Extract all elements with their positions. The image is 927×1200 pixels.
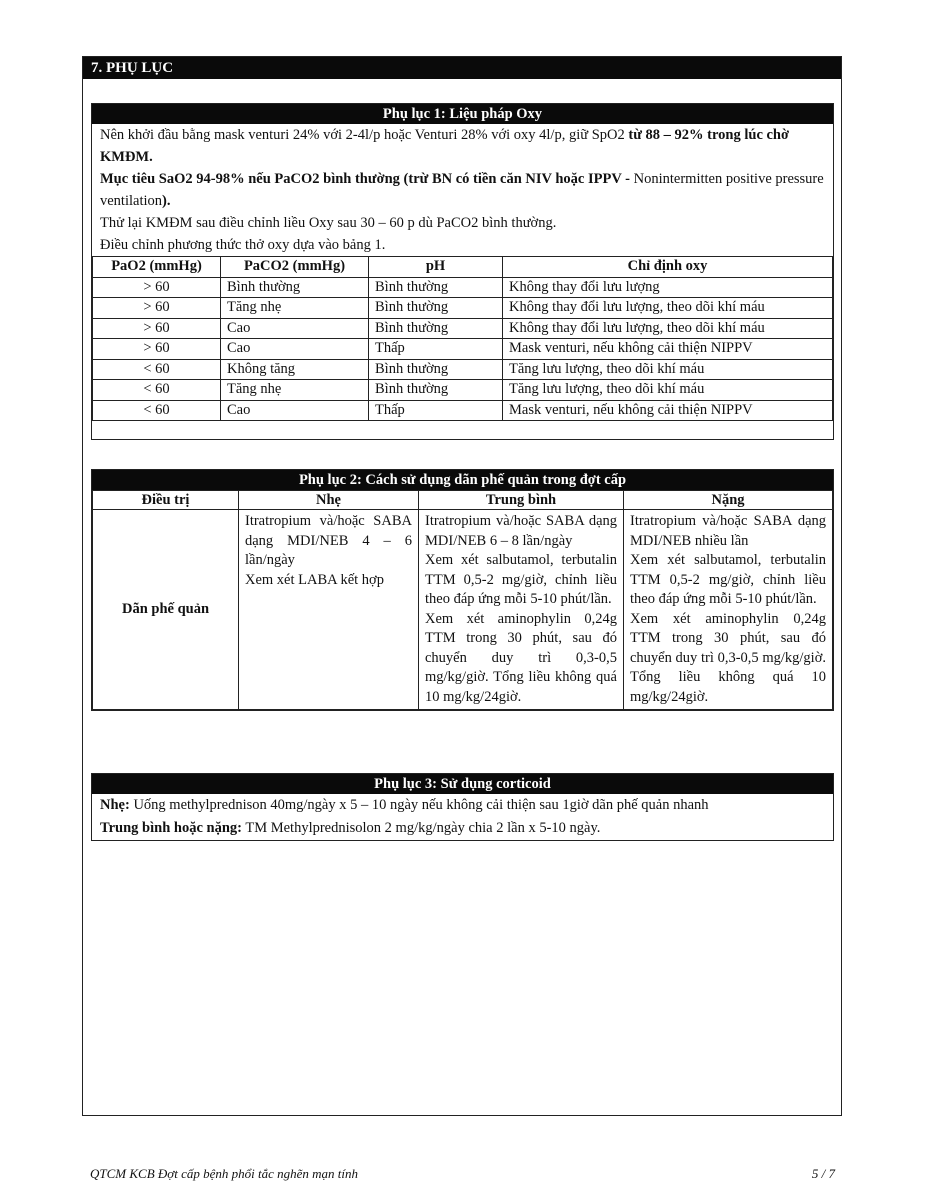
col-header-ph: pH (369, 257, 503, 278)
indication-cell: Không thay đổi lưu lượng (503, 277, 833, 298)
col-header-pao2: PaO2 (mmHg) (93, 257, 221, 278)
ph-cell: Bình thường (369, 380, 503, 401)
indication-cell: Mask venturi, nếu không cải thiện NIPPV (503, 400, 833, 421)
severe-line: Itratropium và/hoặc SABA dạng MDI/NEB nhiều lần (630, 513, 826, 549)
indication-cell: Mask venturi, nếu không cải thiện NIPPV (503, 339, 833, 360)
bronchodilator-table (92, 490, 833, 710)
row-label-bronchodilator: Dãn phế quản (93, 510, 239, 710)
section-title: 7. PHỤ LỤC (83, 57, 841, 79)
mild-cell (239, 510, 419, 710)
spacer-cell (93, 421, 833, 440)
paco2-cell: Bình thường (221, 277, 369, 298)
paco2-cell: Cao (221, 339, 369, 360)
table-header-row (93, 257, 833, 278)
appendix-3-box (91, 773, 834, 841)
appendix-2-box (91, 469, 834, 711)
appendix-3-title: Phụ lục 3: Sử dụng corticoid (92, 774, 833, 794)
table-row (93, 510, 833, 710)
paco2-cell: Cao (221, 318, 369, 339)
corticoid-mild-label: Nhẹ: (100, 797, 130, 813)
corticoid-mild-line (92, 794, 833, 817)
appendix-1-box (91, 103, 834, 440)
retest-text: Thử lại KMĐM sau điều chỉnh liều Oxy sau 30 – 60 p dù PaCO2 bình thường. (100, 215, 557, 231)
indication-cell: Không thay đổi lưu lượng, theo dõi khí máu (503, 318, 833, 339)
col-header-paco2: PaCO2 (mmHg) (221, 257, 369, 278)
table-header-row (93, 491, 833, 510)
indication-cell: Tăng lưu lượng, theo dõi khí máu (503, 359, 833, 380)
table-row (93, 400, 833, 421)
table-row (93, 359, 833, 380)
oxy-target-text: từ 88 – 92% trong lúc chờ KMĐM. (100, 127, 790, 165)
oxy-start-text: Nên khởi đầu bằng mask venturi 24% với 2-4l/p hoặc Venturi 28% với oxy 4l/p, giữ SpO2 (100, 127, 629, 143)
sao2-goal-text: Mục tiêu SaO2 94-98% nếu PaCO2 bình thường (trừ BN có tiền căn NIV hoặc IPPV - (100, 171, 634, 187)
table-row (93, 277, 833, 298)
paco2-cell: Tăng nhẹ (221, 298, 369, 319)
moderate-line: Xem xét aminophylin 0,24g TTM trong 30 phút, sau đó chuyển duy trì 0,3-0,5 mg/kg/giờ. Tổng liều không quá 10 mg/kg/24giờ. (425, 610, 617, 705)
pao2-cell: > 60 (93, 318, 221, 339)
ph-cell: Thấp (369, 400, 503, 421)
pao2-cell: < 60 (93, 400, 221, 421)
adjust-text: Điều chỉnh phương thức thở oxy dựa vào bảng 1. (100, 237, 386, 253)
corticoid-mild-text: Uống methylprednison 40mg/ngày x 5 – 10 ngày nếu không cải thiện sau 1giờ dãn phế quản nhanh (129, 797, 709, 813)
corticoid-severe-label: Trung bình hoặc nặng: (100, 820, 242, 836)
col-header-treatment: Điều trị (93, 491, 239, 510)
table-row (93, 339, 833, 360)
indication-cell: Tăng lưu lượng, theo dõi khí máu (503, 380, 833, 401)
page-frame (82, 56, 842, 1116)
niv-definition-text: Nonintermitten positive pressure ventilation (100, 171, 824, 209)
ph-cell: Bình thường (369, 298, 503, 319)
appendix-1-intro (92, 124, 833, 256)
col-header-oxy-indication: Chỉ định oxy (503, 257, 833, 278)
ph-cell: Bình thường (369, 318, 503, 339)
ph-cell: Thấp (369, 339, 503, 360)
moderate-cell (419, 510, 624, 710)
pao2-cell: < 60 (93, 380, 221, 401)
table-row (93, 380, 833, 401)
pao2-cell: < 60 (93, 359, 221, 380)
pao2-cell: > 60 (93, 339, 221, 360)
table-row (93, 318, 833, 339)
moderate-line: Xem xét salbutamol, terbutalin TTM 0,5-2 mg/giờ, chỉnh liều theo đáp ứng mỗi 5-10 phút/lần. (425, 552, 617, 607)
moderate-line: Itratropium và/hoặc SABA dạng MDI/NEB 6 – 8 lần/ngày (425, 513, 617, 549)
severe-cell (624, 510, 833, 710)
mild-line: Xem xét LABA kết hợp (245, 571, 384, 588)
appendix-2-title: Phụ lục 2: Cách sử dụng dãn phế quản trong đợt cấp (92, 470, 833, 490)
col-header-moderate: Trung bình (419, 491, 624, 510)
pao2-cell: > 60 (93, 298, 221, 319)
pao2-cell: > 60 (93, 277, 221, 298)
table-row (93, 298, 833, 319)
appendix-1-title: Phụ lục 1: Liệu pháp Oxy (92, 104, 833, 124)
table-spacer-row (93, 421, 833, 440)
indication-cell: Không thay đổi lưu lượng, theo dõi khí máu (503, 298, 833, 319)
severe-line: Xem xét salbutamol, terbutalin TTM 0,5-2 mg/giờ, chỉnh liều theo đáp ứng mỗi 5-10 phút/lần. (630, 552, 826, 607)
corticoid-severe-line (92, 817, 833, 840)
paco2-cell: Cao (221, 400, 369, 421)
paco2-cell: Tăng nhẹ (221, 380, 369, 401)
col-header-severe: Nặng (624, 491, 833, 510)
sao2-goal-close: ). (162, 193, 171, 209)
page-number: 5 / 7 (811, 1166, 835, 1181)
ph-cell: Bình thường (369, 359, 503, 380)
oxygen-table (92, 256, 833, 439)
corticoid-severe-text: TM Methylprednisolon 2 mg/kg/ngày chia 2 lần x 5-10 ngày. (241, 820, 601, 836)
col-header-mild: Nhẹ (239, 491, 419, 510)
mild-line: Itratropium và/hoặc SABA dạng MDI/NEB 4 – 6 lần/ngày (245, 513, 412, 568)
severe-line: Xem xét aminophylin 0,24g TTM trong 30 phút, sau đó chuyển duy trì 0,3-0,5 mg/kg/giờ. Tổng liều không quá 10 mg/kg/24giờ. (630, 610, 826, 705)
footer-title: QTCM KCB Đợt cấp bệnh phổi tắc nghẽn mạn tính (90, 1166, 359, 1181)
ph-cell: Bình thường (369, 277, 503, 298)
paco2-cell: Không tăng (221, 359, 369, 380)
